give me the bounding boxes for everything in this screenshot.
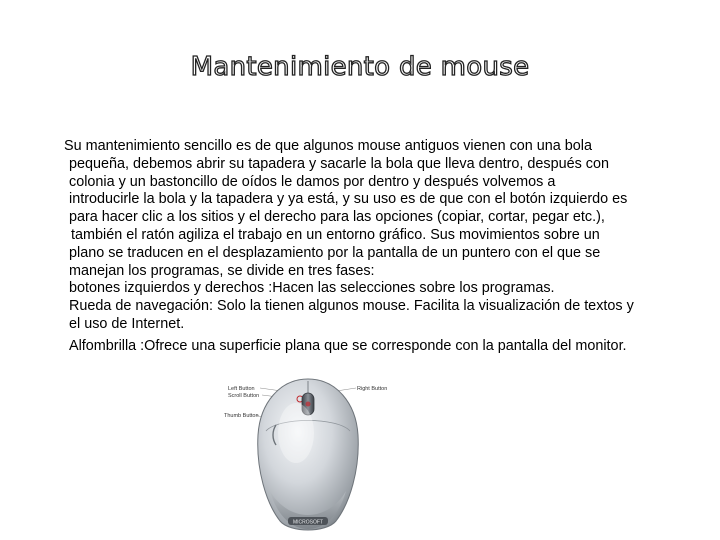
paragraph-line: pequeña, debemos abrir su tapadera y sacarle la bola que lleva dentro, después con [69,155,610,172]
paragraph-line: Su mantenimiento sencillo es de que algunos mouse antiguos vienen con una bola [64,138,593,154]
body-paragraph [64,138,704,356]
body-highlight [278,403,314,463]
paragraph-line: colonia y un bastoncillo de oídos le damos por dentro y después volvemos a [69,173,556,190]
paragraph-line: el uso de Internet. [69,315,185,332]
paragraph-line: botones izquierdos y derechos :Hacen las selecciones sobre los programas. [69,280,555,297]
callout-thumb-button: Thumb Button [224,413,259,419]
paragraph-line: para hacer clic a los sitios y el derecho para las opciones (copiar, cortar, pegar etc.), [69,209,605,226]
callout-scroll-button: Scroll Button [228,393,260,399]
mouse-figure [218,373,398,535]
paragraph-line: plano se traducen en el desplazamiento por la pantalla de un puntero con el que se [69,244,601,261]
paragraph-line: introducirle la bola y la tapadera y ya está, y su uso es de que con el botón izquierdo es [69,191,628,208]
scroll-wheel-accent [306,402,311,407]
callout-right-button: Right Button [357,386,388,392]
callout-left-button: Left Button [228,386,255,392]
paragraph-line: Rueda de navegación: Solo la tienen algunos mouse. Facilita la visualización de textos y [69,298,634,315]
brand-text: MICROSOFT [293,519,323,526]
slide-title: Mantenimiento de mouse [190,52,530,82]
paragraph-line: también el ratón agiliza el trabajo en un entorno gráfico. Sus movimientos sobre un [71,226,600,243]
paragraph-line: manejan los programas, se divide en tres fases: [69,262,375,279]
paragraph-line: Alfombrilla :Ofrece una superficie plana que se corresponde con la pantalla del monitor. [69,337,627,354]
